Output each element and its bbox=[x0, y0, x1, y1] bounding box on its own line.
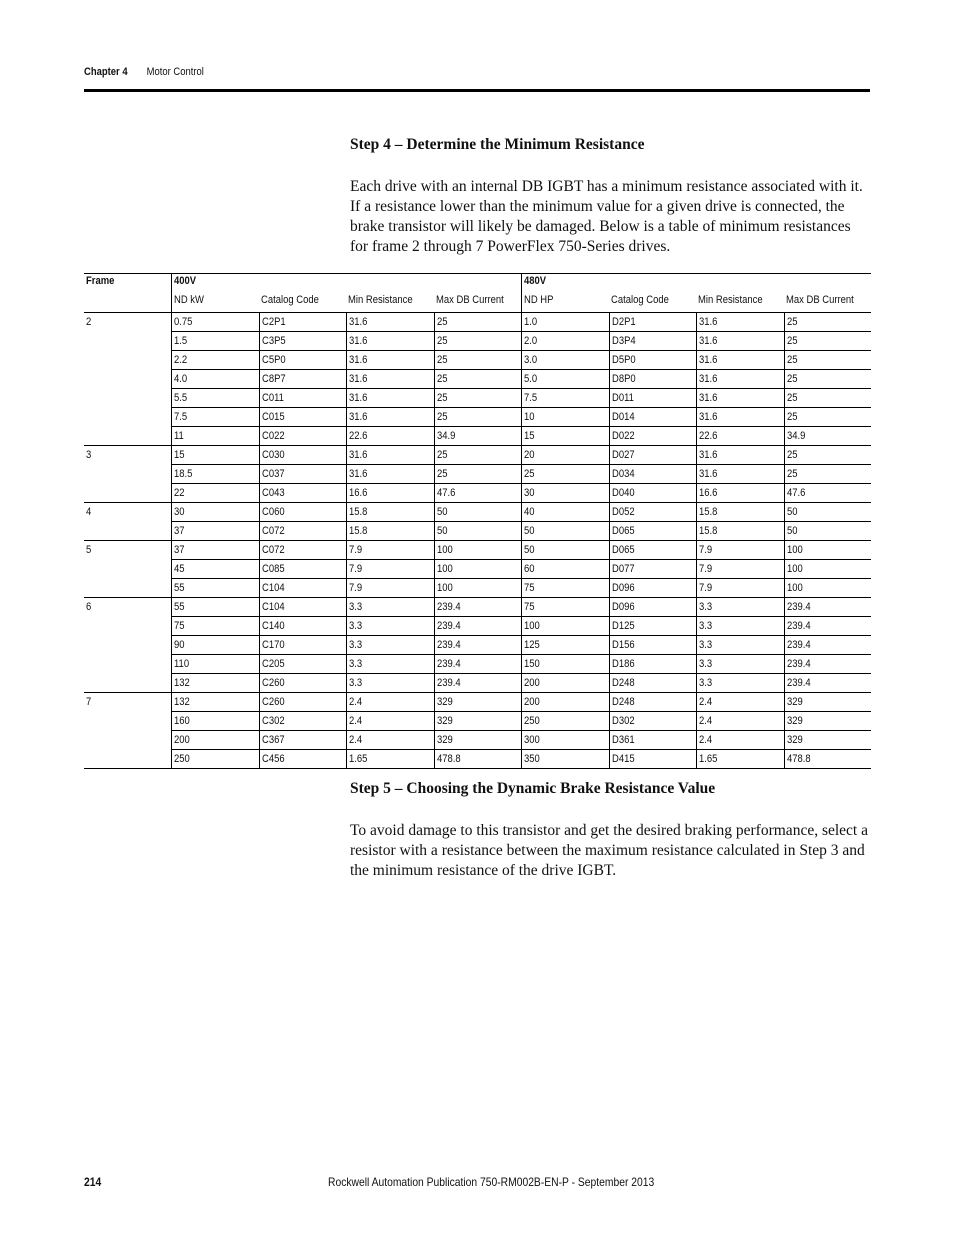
frame-cell bbox=[84, 332, 171, 351]
table-cell: 3.3 bbox=[346, 674, 434, 693]
table-cell: C037 bbox=[259, 465, 346, 484]
frame-cell bbox=[84, 731, 171, 750]
table-cell: 300 bbox=[521, 731, 609, 750]
table-cell: 7.9 bbox=[696, 579, 784, 598]
table-cell: C085 bbox=[259, 560, 346, 579]
table-cell: 100 bbox=[521, 617, 609, 636]
table-row bbox=[84, 617, 871, 636]
table-cell: 3.3 bbox=[696, 598, 784, 617]
table-cell: 25 bbox=[434, 332, 521, 351]
table-cell: 329 bbox=[784, 731, 871, 750]
table-cell: 7.9 bbox=[346, 560, 434, 579]
table-cell: 15 bbox=[521, 427, 609, 446]
table-cell: C015 bbox=[259, 408, 346, 427]
table-cell: 55 bbox=[171, 579, 259, 598]
table-cell: 75 bbox=[521, 579, 609, 598]
table-cell: D077 bbox=[609, 560, 696, 579]
column-header: Min Resistance bbox=[696, 293, 784, 313]
table-cell: D096 bbox=[609, 579, 696, 598]
table-cell: D8P0 bbox=[609, 370, 696, 389]
table-cell: 50 bbox=[434, 503, 521, 522]
table-cell: C011 bbox=[259, 389, 346, 408]
table-cell: 5.0 bbox=[521, 370, 609, 389]
frame-cell: 7 bbox=[86, 696, 92, 708]
table-cell: 31.6 bbox=[346, 351, 434, 370]
step4-body: Each drive with an internal DB IGBT has a minimum resistance associated with it. If a resistance lower than the minimum value for a given drive is connected, the brake transistor will likely be damaged. Below is a table of minimum resistances for frame 2 through 7 PowerFlex 750-Series drives. bbox=[350, 178, 863, 255]
table-cell: 37 bbox=[171, 522, 259, 541]
table-cell: 25 bbox=[434, 313, 521, 332]
table-row bbox=[84, 313, 871, 332]
table-cell: 31.6 bbox=[696, 389, 784, 408]
table-cell: 3.3 bbox=[696, 655, 784, 674]
table-cell: 50 bbox=[521, 522, 609, 541]
frame-cell bbox=[84, 408, 171, 427]
table-cell: 31.6 bbox=[346, 465, 434, 484]
v480-header: 480V bbox=[521, 274, 871, 294]
table-cell: 239.4 bbox=[434, 655, 521, 674]
table-cell: 25 bbox=[434, 389, 521, 408]
frame-cell bbox=[84, 370, 171, 389]
step4-heading: Step 4 – Determine the Minimum Resistance bbox=[350, 136, 645, 153]
table-cell: 25 bbox=[784, 351, 871, 370]
subheader-row bbox=[84, 293, 871, 313]
table-cell: D361 bbox=[609, 731, 696, 750]
table-cell: 75 bbox=[171, 617, 259, 636]
table-row bbox=[84, 522, 871, 541]
chapter-title: Motor Control bbox=[146, 66, 204, 78]
table-cell: D125 bbox=[609, 617, 696, 636]
table-cell: 55 bbox=[171, 598, 259, 617]
table-cell: 31.6 bbox=[696, 313, 784, 332]
table-cell: 329 bbox=[434, 712, 521, 731]
table-cell: 31.6 bbox=[696, 351, 784, 370]
table-row bbox=[84, 389, 871, 408]
table-cell: 18.5 bbox=[171, 465, 259, 484]
table-cell: C5P0 bbox=[259, 351, 346, 370]
table-row bbox=[84, 693, 871, 712]
column-header: ND HP bbox=[521, 293, 609, 313]
table-cell: 31.6 bbox=[346, 389, 434, 408]
table-cell: D2P1 bbox=[609, 313, 696, 332]
table-cell: 0.75 bbox=[171, 313, 259, 332]
table-cell: 2.4 bbox=[696, 712, 784, 731]
table-cell: 329 bbox=[434, 731, 521, 750]
table-row bbox=[84, 636, 871, 655]
table-cell: D011 bbox=[609, 389, 696, 408]
table-cell: 100 bbox=[434, 579, 521, 598]
table-cell: 100 bbox=[784, 579, 871, 598]
frame-cell bbox=[84, 560, 171, 579]
table-cell: 100 bbox=[784, 541, 871, 560]
table-cell: 22.6 bbox=[346, 427, 434, 446]
publication-info: Rockwell Automation Publication 750-RM002B-EN-P - September 2013 bbox=[328, 1175, 655, 1189]
frame-cell bbox=[84, 655, 171, 674]
table-cell: 350 bbox=[521, 750, 609, 769]
table-cell: 110 bbox=[171, 655, 259, 674]
table-cell: 25 bbox=[784, 389, 871, 408]
table-cell: 3.3 bbox=[346, 655, 434, 674]
table-cell: 200 bbox=[171, 731, 259, 750]
table-cell: 25 bbox=[784, 370, 871, 389]
table-cell: 31.6 bbox=[696, 446, 784, 465]
table-cell: 31.6 bbox=[696, 465, 784, 484]
table-cell: 47.6 bbox=[784, 484, 871, 503]
table-row bbox=[84, 484, 871, 503]
table-cell: 132 bbox=[171, 693, 259, 712]
table-cell: 31.6 bbox=[346, 408, 434, 427]
table-cell: 250 bbox=[521, 712, 609, 731]
page-number: 214 bbox=[84, 1175, 102, 1189]
table-cell: D027 bbox=[609, 446, 696, 465]
table-cell: C140 bbox=[259, 617, 346, 636]
table-cell: 5.5 bbox=[171, 389, 259, 408]
table-cell: D248 bbox=[609, 693, 696, 712]
table-cell: 1.65 bbox=[696, 750, 784, 769]
table-cell: 100 bbox=[784, 560, 871, 579]
table-cell: D5P0 bbox=[609, 351, 696, 370]
table-cell: 34.9 bbox=[434, 427, 521, 446]
table-cell: C456 bbox=[259, 750, 346, 769]
table-cell: 239.4 bbox=[784, 598, 871, 617]
table-cell: C3P5 bbox=[259, 332, 346, 351]
table-cell: 25 bbox=[434, 370, 521, 389]
table-cell: 239.4 bbox=[434, 674, 521, 693]
table-cell: C022 bbox=[259, 427, 346, 446]
table-row bbox=[84, 598, 871, 617]
table-cell: D065 bbox=[609, 522, 696, 541]
table-cell: 15.8 bbox=[346, 522, 434, 541]
table-cell: 16.6 bbox=[346, 484, 434, 503]
table-cell: 250 bbox=[171, 750, 259, 769]
table-cell: 31.6 bbox=[346, 370, 434, 389]
frame-cell bbox=[84, 617, 171, 636]
v400-header: 400V bbox=[171, 274, 521, 294]
frame-cell bbox=[84, 484, 171, 503]
min-resistance-table bbox=[84, 273, 871, 769]
frame-cell bbox=[84, 674, 171, 693]
column-header: Catalog Code bbox=[609, 293, 696, 313]
table-cell: 3.3 bbox=[346, 598, 434, 617]
table-cell: 2.4 bbox=[346, 693, 434, 712]
table-cell: 160 bbox=[171, 712, 259, 731]
table-cell: 10 bbox=[521, 408, 609, 427]
table-cell: 3.0 bbox=[521, 351, 609, 370]
table-cell: C043 bbox=[259, 484, 346, 503]
table-cell: 239.4 bbox=[784, 655, 871, 674]
table-cell: 7.9 bbox=[346, 541, 434, 560]
table-cell: 329 bbox=[434, 693, 521, 712]
table-cell: D052 bbox=[609, 503, 696, 522]
table-row bbox=[84, 674, 871, 693]
table-cell: 478.8 bbox=[434, 750, 521, 769]
column-header: Catalog Code bbox=[259, 293, 346, 313]
frame-cell bbox=[84, 427, 171, 446]
table-cell: D034 bbox=[609, 465, 696, 484]
table-cell: 47.6 bbox=[434, 484, 521, 503]
table-cell: 22 bbox=[171, 484, 259, 503]
table-cell: D156 bbox=[609, 636, 696, 655]
table-cell: 3.3 bbox=[696, 617, 784, 636]
frame-cell bbox=[84, 351, 171, 370]
table-cell: 31.6 bbox=[696, 408, 784, 427]
column-header: Max DB Current bbox=[784, 293, 871, 313]
table-cell: 3.3 bbox=[696, 674, 784, 693]
table-cell: 37 bbox=[171, 541, 259, 560]
table-row bbox=[84, 465, 871, 484]
step5-heading: Step 5 – Choosing the Dynamic Brake Resistance Value bbox=[350, 780, 716, 797]
table-cell: 25 bbox=[784, 332, 871, 351]
table-cell: 20 bbox=[521, 446, 609, 465]
table-cell: 329 bbox=[784, 693, 871, 712]
table-cell: 478.8 bbox=[784, 750, 871, 769]
table-cell: C072 bbox=[259, 522, 346, 541]
frame-cell bbox=[84, 579, 171, 598]
table-cell: C170 bbox=[259, 636, 346, 655]
frame-cell: 3 bbox=[86, 449, 92, 461]
table-body bbox=[84, 313, 871, 769]
table-cell: C367 bbox=[259, 731, 346, 750]
table-cell: 7.9 bbox=[696, 541, 784, 560]
table-cell: 40 bbox=[521, 503, 609, 522]
frame-cell bbox=[84, 522, 171, 541]
table-cell: 239.4 bbox=[434, 617, 521, 636]
table-cell: 60 bbox=[521, 560, 609, 579]
table-row bbox=[84, 731, 871, 750]
table-cell: 50 bbox=[521, 541, 609, 560]
table-cell: C260 bbox=[259, 674, 346, 693]
table-cell: D302 bbox=[609, 712, 696, 731]
frame-header: Frame bbox=[84, 274, 171, 294]
frame-cell bbox=[84, 750, 171, 769]
table-row bbox=[84, 655, 871, 674]
chapter-label: Chapter 4 bbox=[84, 66, 128, 78]
table-cell: 7.9 bbox=[346, 579, 434, 598]
table-cell: 15.8 bbox=[696, 503, 784, 522]
table-cell: 25 bbox=[521, 465, 609, 484]
table-cell: C072 bbox=[259, 541, 346, 560]
table-row bbox=[84, 427, 871, 446]
table-cell: 7.5 bbox=[521, 389, 609, 408]
table-cell: 50 bbox=[784, 522, 871, 541]
header-rule bbox=[84, 89, 870, 92]
table-cell: 15.8 bbox=[346, 503, 434, 522]
table-cell: 239.4 bbox=[434, 636, 521, 655]
table-row bbox=[84, 712, 871, 731]
table-cell: 1.65 bbox=[346, 750, 434, 769]
table-cell: 329 bbox=[784, 712, 871, 731]
table-row bbox=[84, 370, 871, 389]
table-cell: C260 bbox=[259, 693, 346, 712]
table-cell: 25 bbox=[434, 465, 521, 484]
table-cell: C302 bbox=[259, 712, 346, 731]
table-cell: 50 bbox=[784, 503, 871, 522]
table-cell: D014 bbox=[609, 408, 696, 427]
table-cell: 132 bbox=[171, 674, 259, 693]
table-cell: D065 bbox=[609, 541, 696, 560]
table-cell: C2P1 bbox=[259, 313, 346, 332]
table-cell: D415 bbox=[609, 750, 696, 769]
frame-cell bbox=[84, 636, 171, 655]
table-cell: 2.2 bbox=[171, 351, 259, 370]
column-header: ND kW bbox=[171, 293, 259, 313]
table-cell: C104 bbox=[259, 598, 346, 617]
table-cell: 239.4 bbox=[784, 617, 871, 636]
table-cell: 11 bbox=[171, 427, 259, 446]
table-cell: 25 bbox=[784, 446, 871, 465]
page-header bbox=[84, 66, 760, 78]
table-cell: 150 bbox=[521, 655, 609, 674]
table-cell: 31.6 bbox=[346, 332, 434, 351]
table-cell: 1.0 bbox=[521, 313, 609, 332]
table-cell: 100 bbox=[434, 541, 521, 560]
table-cell: 125 bbox=[521, 636, 609, 655]
table-cell: 7.5 bbox=[171, 408, 259, 427]
table-cell: 45 bbox=[171, 560, 259, 579]
table-cell: 2.0 bbox=[521, 332, 609, 351]
table-cell: 31.6 bbox=[696, 370, 784, 389]
table-row bbox=[84, 446, 871, 465]
table-cell: 25 bbox=[434, 351, 521, 370]
table-cell: D040 bbox=[609, 484, 696, 503]
table-cell: 239.4 bbox=[434, 598, 521, 617]
table-cell: 3.3 bbox=[346, 617, 434, 636]
table-cell: 22.6 bbox=[696, 427, 784, 446]
column-header: Max DB Current bbox=[434, 293, 521, 313]
table-cell: 200 bbox=[521, 674, 609, 693]
table-cell: 75 bbox=[521, 598, 609, 617]
table-row bbox=[84, 332, 871, 351]
table-cell: 200 bbox=[521, 693, 609, 712]
table-cell: 34.9 bbox=[784, 427, 871, 446]
frame-cell: 2 bbox=[86, 316, 92, 328]
table-cell: 15.8 bbox=[696, 522, 784, 541]
table-cell: 31.6 bbox=[346, 313, 434, 332]
table-row bbox=[84, 408, 871, 427]
table-cell: D248 bbox=[609, 674, 696, 693]
table-cell: 31.6 bbox=[696, 332, 784, 351]
table-cell: D3P4 bbox=[609, 332, 696, 351]
column-header: Min Resistance bbox=[346, 293, 434, 313]
table-cell: 25 bbox=[784, 408, 871, 427]
table-row bbox=[84, 541, 871, 560]
frame-cell bbox=[84, 712, 171, 731]
frame-cell: 6 bbox=[86, 601, 92, 613]
table-cell: 25 bbox=[784, 465, 871, 484]
table-cell: 30 bbox=[521, 484, 609, 503]
table-cell: 50 bbox=[434, 522, 521, 541]
table-cell: 90 bbox=[171, 636, 259, 655]
table-row bbox=[84, 560, 871, 579]
table-cell: D096 bbox=[609, 598, 696, 617]
table-cell: 15 bbox=[171, 446, 259, 465]
table-cell: 25 bbox=[784, 313, 871, 332]
frame-cell bbox=[84, 465, 171, 484]
table-cell: 31.6 bbox=[346, 446, 434, 465]
table-cell: C8P7 bbox=[259, 370, 346, 389]
table-row bbox=[84, 579, 871, 598]
table-cell: 25 bbox=[434, 446, 521, 465]
table-cell: 100 bbox=[434, 560, 521, 579]
table-row bbox=[84, 351, 871, 370]
frame-cell bbox=[84, 389, 171, 408]
table-cell: C030 bbox=[259, 446, 346, 465]
table-cell: C060 bbox=[259, 503, 346, 522]
table-cell: 3.3 bbox=[696, 636, 784, 655]
table-cell: 25 bbox=[434, 408, 521, 427]
table-cell: C104 bbox=[259, 579, 346, 598]
table-cell: 2.4 bbox=[346, 731, 434, 750]
table-cell: 4.0 bbox=[171, 370, 259, 389]
table-cell: 2.4 bbox=[696, 731, 784, 750]
step5-body: To avoid damage to this transistor and get the desired braking performance, select a resistor with a resistance between the maximum resistance calculated in Step 3 and the minimum resistance of the drive IGBT. bbox=[350, 822, 868, 879]
table-row bbox=[84, 503, 871, 522]
table-cell: 3.3 bbox=[346, 636, 434, 655]
table-row bbox=[84, 750, 871, 769]
table-cell: 7.9 bbox=[696, 560, 784, 579]
table-cell: 2.4 bbox=[696, 693, 784, 712]
table-cell: D022 bbox=[609, 427, 696, 446]
table-cell: 2.4 bbox=[346, 712, 434, 731]
table-cell: 239.4 bbox=[784, 674, 871, 693]
table-cell: D186 bbox=[609, 655, 696, 674]
frame-cell: 4 bbox=[86, 506, 92, 518]
table-cell: 16.6 bbox=[696, 484, 784, 503]
table-cell: 30 bbox=[171, 503, 259, 522]
table-cell: 1.5 bbox=[171, 332, 259, 351]
table-cell: C205 bbox=[259, 655, 346, 674]
table-cell: 239.4 bbox=[784, 636, 871, 655]
frame-cell: 5 bbox=[86, 544, 92, 556]
